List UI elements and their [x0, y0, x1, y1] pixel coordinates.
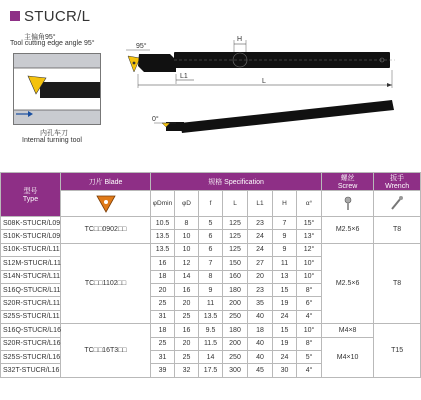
inset-label-cn: 内孔车刀: [40, 130, 68, 137]
wrench-cell: T8: [374, 217, 421, 244]
internal-turning-illustration: [14, 54, 100, 124]
angle-95-label: 95°: [136, 43, 147, 50]
value-cell: 31: [151, 350, 175, 363]
type-cell: S20R-STUCR/L16: [1, 337, 61, 350]
value-cell: 25: [151, 337, 175, 350]
type-cell: S20R-STUCR/L11: [1, 297, 61, 310]
spec-col-h: H: [273, 191, 297, 217]
value-cell: 24: [248, 230, 273, 243]
value-cell: 200: [223, 297, 248, 310]
value-cell: 31: [151, 310, 175, 323]
value-cell: 39: [151, 364, 175, 377]
value-cell: 13.5: [151, 230, 175, 243]
spec-col-l1: L1: [248, 191, 273, 217]
value-cell: 7: [199, 257, 223, 270]
inset-angle-en: Tool cutting edge angle 95°: [10, 40, 95, 47]
value-cell: 40: [248, 350, 273, 363]
value-cell: 125: [223, 217, 248, 230]
value-cell: 13.5: [151, 243, 175, 256]
type-cell: S32T-STUCR/L16: [1, 364, 61, 377]
value-cell: 250: [223, 310, 248, 323]
type-cell: S25S-STUCR/L16: [1, 350, 61, 363]
screw-cell: M2.5×6: [322, 243, 374, 323]
value-cell: 10: [175, 230, 199, 243]
title-marker: [10, 11, 20, 21]
screw-cell: M4×10: [322, 337, 374, 377]
wrench-cell: T8: [374, 243, 421, 323]
value-cell: 9: [199, 283, 223, 296]
value-cell: 24: [273, 350, 297, 363]
value-cell: 23: [248, 217, 273, 230]
value-cell: 10°: [297, 257, 322, 270]
blade-icon-cell: [61, 191, 151, 217]
value-cell: 13°: [297, 230, 322, 243]
screw-icon: [340, 195, 356, 211]
blade-code-cell: TC□□0902□□: [61, 217, 151, 244]
table-row: [1, 243, 421, 256]
value-cell: 9: [273, 243, 297, 256]
blade-code-cell: TC□□16T3□□: [61, 324, 151, 378]
specification-table: [0, 172, 421, 378]
value-cell: 45: [248, 364, 273, 377]
inset-bar: [40, 82, 100, 98]
triangle-insert-icon: [95, 194, 117, 214]
inset-label-en: Internal turning tool: [22, 137, 82, 144]
value-cell: 25: [151, 297, 175, 310]
value-cell: 7: [273, 217, 297, 230]
value-cell: 14: [199, 350, 223, 363]
value-cell: 11: [199, 297, 223, 310]
value-cell: 15: [273, 324, 297, 337]
value-cell: 30: [273, 364, 297, 377]
table-row: [1, 217, 421, 230]
screw-icon-cell: [322, 191, 374, 217]
screw-cell: M2.5×6: [322, 217, 374, 244]
value-cell: 18: [248, 324, 273, 337]
value-cell: 24: [248, 243, 273, 256]
value-cell: 25: [175, 350, 199, 363]
value-cell: 8°: [297, 283, 322, 296]
value-cell: 9.5: [199, 324, 223, 337]
value-cell: 11.5: [199, 337, 223, 350]
value-cell: 12: [175, 257, 199, 270]
value-cell: 20: [175, 337, 199, 350]
value-cell: 6: [199, 243, 223, 256]
value-cell: 10°: [297, 324, 322, 337]
dim-l1-label: L1: [180, 73, 188, 80]
value-cell: 18: [151, 324, 175, 337]
title-bar: [10, 7, 90, 25]
value-cell: 150: [223, 257, 248, 270]
value-cell: 24: [273, 310, 297, 323]
dim-h-label: H: [237, 36, 243, 43]
type-cell: S16Q-STUCR/L11: [1, 283, 61, 296]
type-cell: S16Q-STUCR/L16: [1, 324, 61, 337]
type-cell: S25S-STUCR/L11: [1, 310, 61, 323]
dim-l-label: L: [262, 78, 266, 85]
value-cell: 10.5: [151, 217, 175, 230]
spec-col-l: L: [223, 191, 248, 217]
value-cell: 8: [199, 270, 223, 283]
type-cell: S14N-STUCR/L11: [1, 270, 61, 283]
spec-header: 规格 Specification: [151, 173, 322, 191]
value-cell: 9: [273, 230, 297, 243]
value-cell: 10°: [297, 270, 322, 283]
value-cell: 19: [273, 297, 297, 310]
value-cell: 125: [223, 243, 248, 256]
value-cell: 32: [175, 364, 199, 377]
wrench-header: 扳手 Wrench: [374, 173, 421, 191]
value-cell: 5: [199, 217, 223, 230]
value-cell: 16: [151, 257, 175, 270]
value-cell: 14: [175, 270, 199, 283]
tool-head: [138, 54, 176, 72]
value-cell: 6: [199, 230, 223, 243]
value-cell: 8°: [297, 337, 322, 350]
value-cell: 4°: [297, 310, 322, 323]
screw-cell: M4×8: [322, 324, 374, 337]
value-cell: 19: [273, 337, 297, 350]
page-title: STUCR/L: [24, 7, 91, 25]
type-cell: S12M-STUCR/L11: [1, 257, 61, 270]
inset-illustration: [13, 53, 101, 125]
wrench-cell: T15: [374, 324, 421, 378]
wrench-icon: [389, 195, 405, 211]
value-cell: 200: [223, 337, 248, 350]
wrench-icon-cell: [374, 191, 421, 217]
spec-col-f: f: [199, 191, 223, 217]
value-cell: 20: [151, 283, 175, 296]
value-cell: 180: [223, 283, 248, 296]
screw-header: 螺丝 Screw: [322, 173, 374, 191]
table-row: [1, 324, 421, 337]
value-cell: 16: [175, 283, 199, 296]
value-cell: 125: [223, 230, 248, 243]
tool-dimension-diagram: [110, 30, 400, 160]
value-cell: 5°: [297, 350, 322, 363]
tool-bar-side: [180, 100, 394, 133]
value-cell: 13.5: [199, 310, 223, 323]
value-cell: 16: [175, 324, 199, 337]
type-header: 型号 Type: [1, 173, 61, 217]
value-cell: 12°: [297, 243, 322, 256]
type-cell: S10K-STUCR/L09: [1, 230, 61, 243]
value-cell: 160: [223, 270, 248, 283]
value-cell: 15: [273, 283, 297, 296]
value-cell: 35: [248, 297, 273, 310]
value-cell: 27: [248, 257, 273, 270]
value-cell: 18: [151, 270, 175, 283]
spec-col-dmin: φDmin: [151, 191, 175, 217]
value-cell: 15°: [297, 217, 322, 230]
value-cell: 13: [273, 270, 297, 283]
type-cell: S08K-STUCR/L09: [1, 217, 61, 230]
inset-angle-cn: 主偏角95°: [24, 34, 56, 41]
angle-0-label: 0°: [152, 116, 159, 123]
value-cell: 17.5: [199, 364, 223, 377]
value-cell: 180: [223, 324, 248, 337]
spec-col-alpha: α°: [297, 191, 322, 217]
blade-code-cell: TC□□1102□□: [61, 243, 151, 323]
value-cell: 4°: [297, 364, 322, 377]
value-cell: 11: [273, 257, 297, 270]
value-cell: 23: [248, 283, 273, 296]
value-cell: 6°: [297, 297, 322, 310]
value-cell: 250: [223, 350, 248, 363]
value-cell: 40: [248, 310, 273, 323]
value-cell: 20: [175, 297, 199, 310]
blade-header: 刀片 Blade: [61, 173, 151, 191]
spec-col-d: φD: [175, 191, 199, 217]
value-cell: 20: [248, 270, 273, 283]
value-cell: 8: [175, 217, 199, 230]
value-cell: 300: [223, 364, 248, 377]
value-cell: 25: [175, 310, 199, 323]
value-cell: 40: [248, 337, 273, 350]
value-cell: 10: [175, 243, 199, 256]
type-cell: S10K-STUCR/L11: [1, 243, 61, 256]
